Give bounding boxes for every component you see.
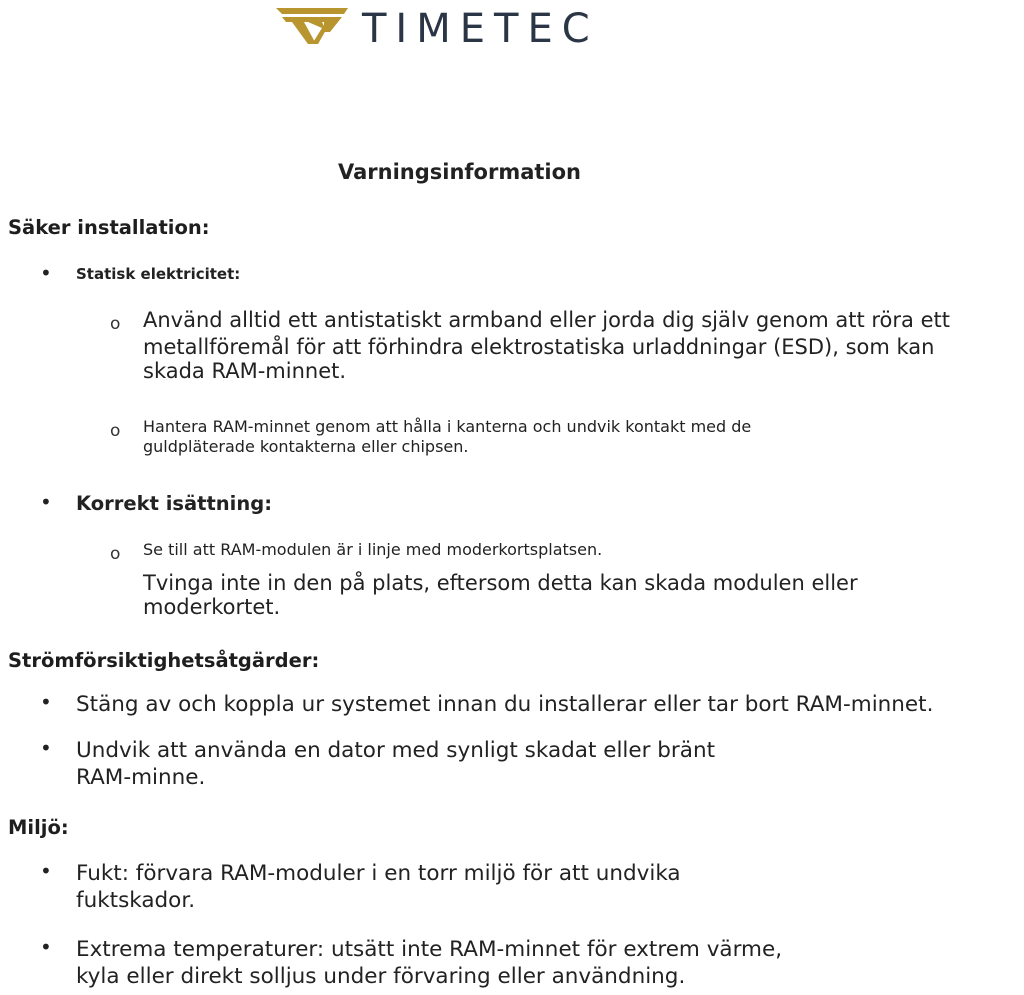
- text-line: Extrema temperaturer: utsätt inte RAM-minnet för extrem värme,: [76, 937, 783, 962]
- sub-marker: o: [110, 544, 121, 564]
- timetec-emblem-icon: [272, 2, 352, 50]
- text-line: Använd alltid ett antistatiskt armband eller jorda dig själv genom att röra ett: [143, 308, 950, 332]
- bullet-marker: •: [40, 490, 52, 514]
- sub-marker: o: [110, 421, 121, 441]
- text-line: Undvik att använda en dator med synligt skadat eller bränt: [76, 738, 716, 763]
- text-line: Hantera RAM-minnet genom att hålla i kanterna och undvik kontakt med de: [143, 417, 752, 436]
- text-line: guldpläterade kontakterna eller chipsen.: [143, 437, 469, 456]
- static-item-2: [143, 417, 751, 457]
- bullet-marker: •: [40, 690, 52, 714]
- subheading-insert: Korrekt isättning:: [76, 492, 272, 515]
- insert-item-1: Se till att RAM-modulen är i linje med moderkortsplatsen.: [143, 540, 603, 559]
- brand-name: TIMETEC: [362, 6, 599, 52]
- text-line: RAM-minne.: [76, 765, 206, 790]
- text-line: metallföremål för att förhindra elektrostatiska urladdningar (ESD), som kan: [143, 335, 935, 359]
- bullet-marker: •: [40, 736, 52, 760]
- bullet-marker: •: [40, 859, 52, 883]
- text-line: moderkortet.: [143, 595, 281, 619]
- env-item-2: [76, 936, 782, 990]
- bullet-marker: •: [40, 935, 52, 959]
- section-heading-power: Strömförsiktighetsåtgärder:: [8, 649, 320, 672]
- text-line: fuktskador.: [76, 888, 196, 913]
- text-line: Fukt: förvara RAM-moduler i en torr miljö för att undvika: [76, 861, 681, 886]
- env-item-1: [76, 860, 681, 914]
- subheading-static: Statisk elektricitet:: [76, 265, 241, 283]
- text-line: Tvinga inte in den på plats, eftersom detta kan skada modulen eller: [143, 571, 858, 595]
- text-line: skada RAM-minnet.: [143, 359, 347, 383]
- section-heading-env: Miljö:: [8, 816, 69, 839]
- section-heading-install: Säker installation:: [8, 216, 210, 239]
- power-item-2: [76, 737, 715, 791]
- insert-item-1-cont: [143, 570, 858, 621]
- text-line: kyla eller direkt solljus under förvaring eller användning.: [76, 964, 686, 989]
- bullet-marker: •: [40, 261, 52, 285]
- document-title: Varningsinformation: [338, 160, 581, 184]
- power-item-1: Stäng av och koppla ur systemet innan du installerar eller tar bort RAM-minnet.: [76, 692, 934, 717]
- sub-marker: o: [110, 314, 121, 334]
- static-item-1: [143, 307, 950, 385]
- timetec-logo: [272, 2, 632, 52]
